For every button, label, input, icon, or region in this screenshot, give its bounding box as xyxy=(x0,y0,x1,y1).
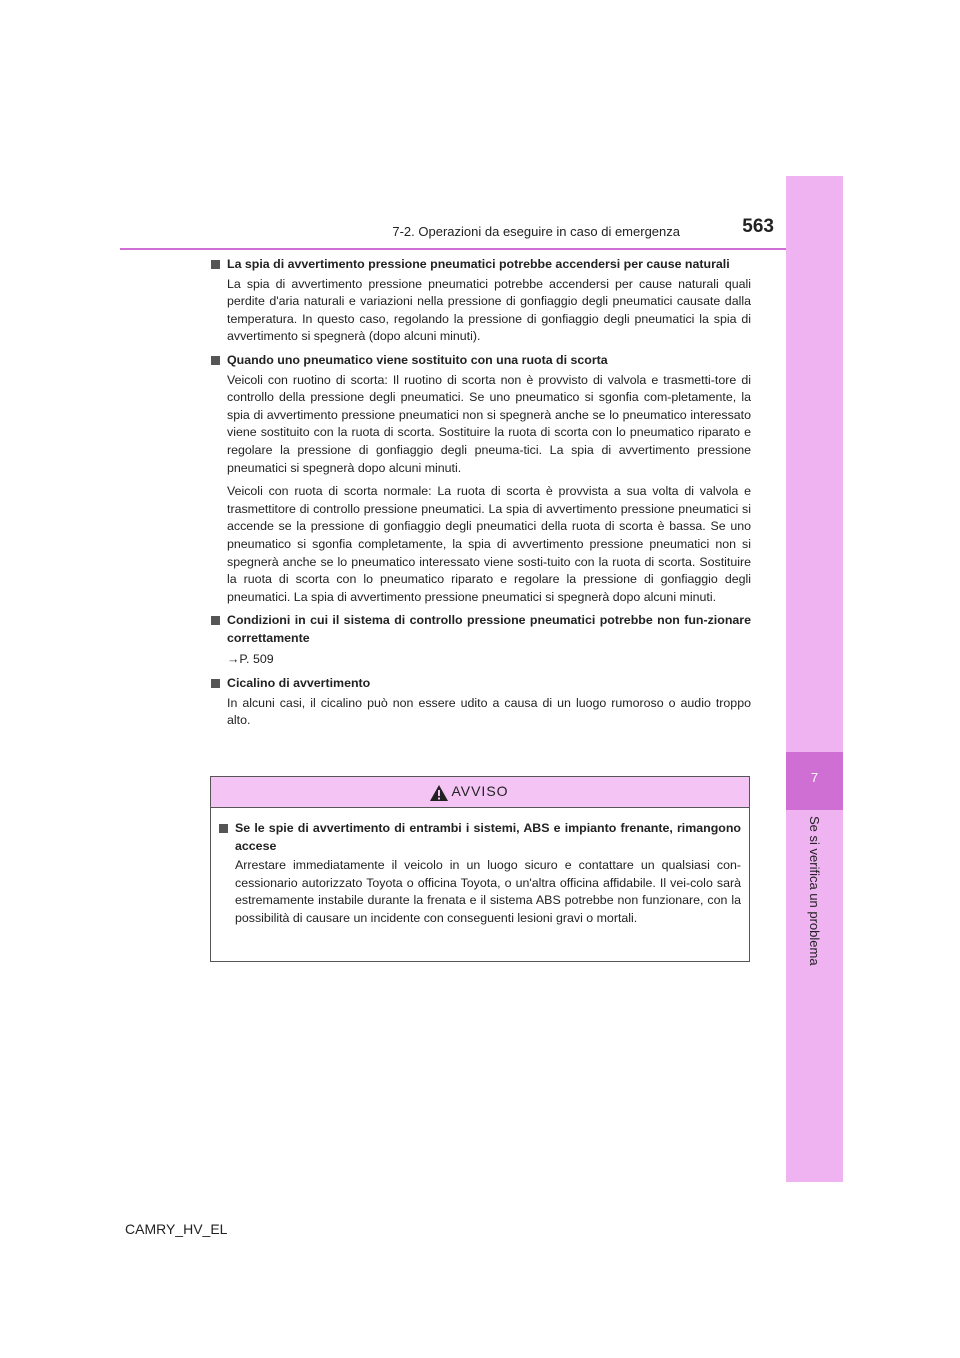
item-heading: La spia di avvertimento pressione pneumatici potrebbe accendersi per cause naturali xyxy=(211,256,751,274)
item-heading: Quando uno pneumatico viene sostituito con una ruota di scorta xyxy=(211,352,751,370)
section-item xyxy=(211,352,751,606)
square-bullet-icon xyxy=(211,616,220,625)
section-item xyxy=(211,256,751,346)
item-heading: Cicalino di avvertimento xyxy=(211,675,751,693)
warning-title: AVVISO xyxy=(451,783,509,799)
section-item xyxy=(211,612,751,669)
item-heading: Condizioni in cui il sistema di controllo pressione pneumatici potrebbe non fun-zionare correttamente xyxy=(211,612,751,647)
page-header xyxy=(120,214,786,250)
page-reference-link[interactable]: →P. 509 xyxy=(227,652,274,667)
square-bullet-icon xyxy=(211,260,220,269)
chapter-label: Se si verifica un problema xyxy=(807,816,822,966)
square-bullet-icon xyxy=(211,356,220,365)
warning-heading: Se le spie di avvertimento di entrambi i sistemi, ABS e impianto frenante, rimangono accese xyxy=(219,820,741,855)
item-paragraph: Veicoli con ruotino di scorta: Il ruotino di scorta non è provvisto di valvola e trasmetti-tore di controllo della pressione degli pneumatici. Se uno pneumatico si sgonfia com-pletamente, la spia di avvertimento pressione pneumatici non si spegnerà anche se lo pneumatico interessato viene sostituito con la ruota di scorta. Sostituire la ruota di scorta con lo pneumatico riparato e regolare la pressione di gonfiaggio degli pneuma-tici. La spia di avvertimento pressione pneumatici si spegnerà dopo alcuni minuti. xyxy=(227,372,751,475)
chapter-number: 7 xyxy=(810,770,819,785)
chapter-side-tab xyxy=(786,176,843,1182)
main-content xyxy=(211,256,751,736)
section-title: 7-2. Operazioni da eseguire in caso di emergenza xyxy=(392,224,680,239)
warning-text: Arrestare immediatamente il veicolo in un luogo sicuro e contattare un qualsiasi con-cessionario autorizzato Toyota o officina Toyota, o un'altra officina affidabile. Il vei-colo sarà estremamente instabile durante la frenata e il sistema ABS potrebbe non funzionare, con la possibilità di causare un incidente con conseguenti lesioni gravi o mortali. xyxy=(235,858,741,925)
model-code: CAMRY_HV_EL xyxy=(125,1221,228,1237)
warning-header xyxy=(211,777,749,808)
item-paragraph: La spia di avvertimento pressione pneumatici potrebbe accendersi per cause naturali quali perdite d'aria naturali e variazioni nella pressione di gonfiaggio degli pneumatici causate dalla temperatura. In questo caso, regolando la pressione di gonfiaggio degli pneumatici la spia di avvertimento si spegnerà (dopo alcuni minuti). xyxy=(227,276,751,344)
page-number: 563 xyxy=(742,216,774,237)
item-paragraph: In alcuni casi, il cicalino può non essere udito a causa di un luogo rumoroso o audio troppo alto. xyxy=(227,695,751,728)
square-bullet-icon xyxy=(211,679,220,688)
square-bullet-icon xyxy=(219,824,228,833)
item-paragraph: Veicoli con ruota di scorta normale: La ruota di scorta è provvista a sua volta di valvola e trasmettitore di controllo pressione pneumatici. La spia di avvertimento pressione pneumatici si accende se la pressione di gonfiaggio degli pneumatici della ruota di scorta è bassa. Se uno pneumatico si sgonfia completamente, la spia di avvertimento pressione pneumatici non si spegnerà anche se lo pneumatico interessato viene sosti-tuito con la ruota di scorta. Sostituire la ruota di scorta con lo pneumatico riparato e regolare la pressione di gonfiaggio degli pneumatici. La spia di avvertimento pressione pneumatici si spegnerà dopo alcuni minuti. xyxy=(227,484,751,604)
section-item xyxy=(211,675,751,730)
warning-box xyxy=(210,776,750,962)
warning-body xyxy=(211,808,749,928)
